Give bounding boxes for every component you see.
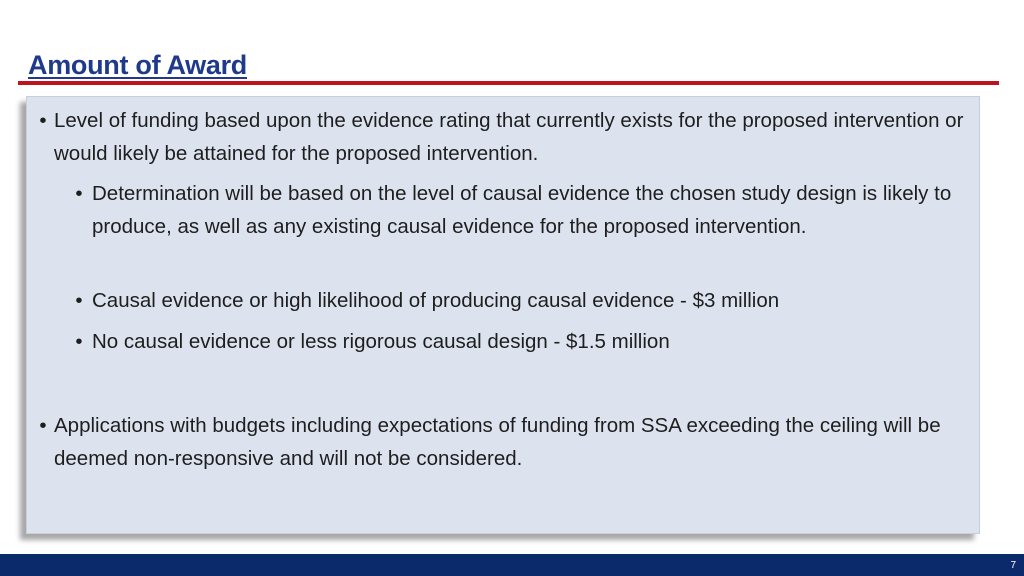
title-underline-rule <box>18 81 999 85</box>
content-panel <box>26 96 980 534</box>
bullet-marker: • <box>75 182 83 205</box>
bullet-marker: • <box>39 414 47 437</box>
sub-bullet-item <box>75 325 977 358</box>
bullet-text: No causal evidence or less rigorous causal design - $1.5 million <box>92 330 670 353</box>
bullet-marker: • <box>39 109 47 132</box>
slide-title: Amount of Award <box>28 50 247 80</box>
page-number: 7 <box>1010 560 1016 571</box>
bullet-text: Level of funding based upon the evidence rating that currently exists for the proposed intervention or would likely be attained for the proposed intervention. <box>54 109 964 165</box>
bullet-marker: • <box>75 330 83 353</box>
bullet-text: Causal evidence or high likelihood of producing causal evidence - $3 million <box>92 289 780 312</box>
bullet-text: Determination will be based on the level of causal evidence the chosen study design is likely to produce, as well as any existing causal evidence for the proposed intervention. <box>92 182 952 238</box>
sub-bullet-item <box>75 177 977 243</box>
bullet-item <box>39 104 974 170</box>
bullet-marker: • <box>75 289 83 312</box>
bullet-item <box>39 409 974 475</box>
footer-bar <box>0 554 1024 576</box>
sub-bullet-item <box>75 284 977 317</box>
bullet-text: Applications with budgets including expectations of funding from SSA exceeding the ceiling will be deemed non-responsive and will not be considered. <box>54 414 941 470</box>
